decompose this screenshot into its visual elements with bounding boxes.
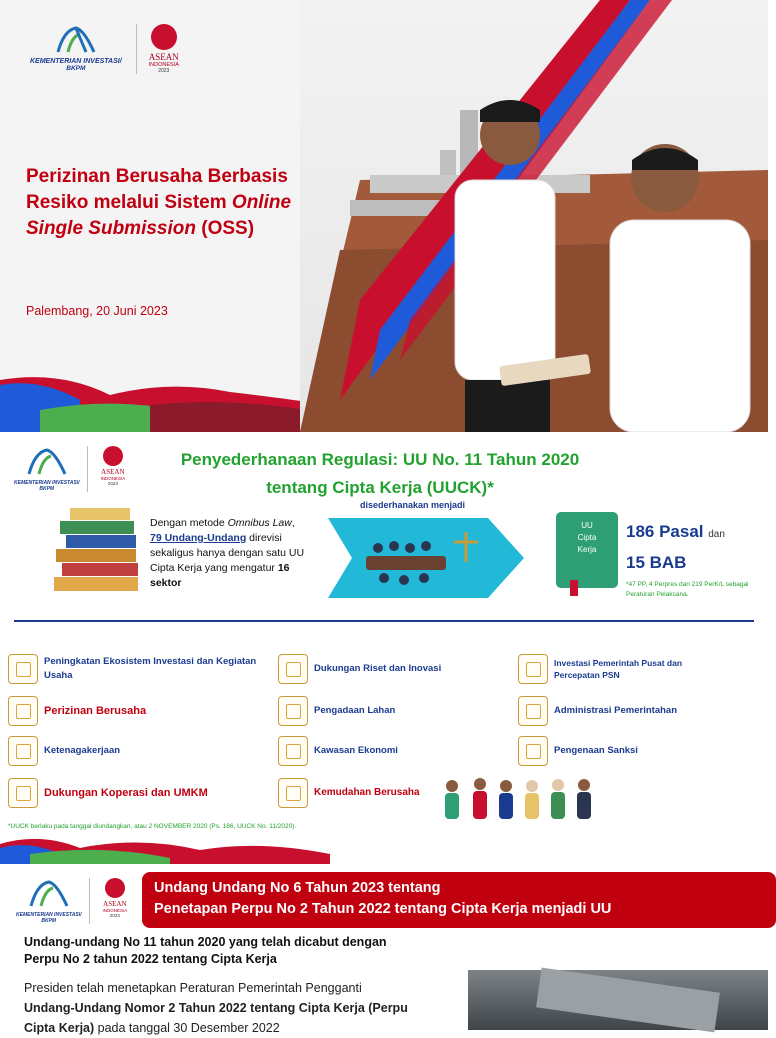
kementerian-text: KEMENTERIAN INVESTASI/: [14, 480, 80, 486]
sector-item: [278, 736, 498, 766]
administration-icon: [518, 696, 548, 726]
sector-label: Kawasan Ekonomi: [314, 745, 398, 756]
header-logos: [16, 878, 127, 924]
slide-heading: [140, 446, 620, 502]
desc-text-1: Dengan metode: [150, 517, 228, 529]
asean-text: ASEAN: [103, 900, 127, 908]
omnibus-description: [150, 516, 320, 591]
sector-item: [278, 696, 498, 726]
book-label-1: UU: [581, 521, 593, 530]
desc-comma: ,: [291, 517, 295, 529]
bab-value: 15 BAB: [626, 553, 687, 572]
asean-logo: [87, 446, 125, 492]
simplify-arrow: [328, 512, 526, 604]
body-text: [24, 978, 464, 1038]
desc-text-5: direvisi sekaligus hanya dengan satu UU Cipta Kerja yang mengatur: [150, 532, 305, 574]
uuck-footnote: *UUCK berlaku pada tanggal diundangkan, atau 2 NOVEMBER 2020 (Ps. 186, UUCK No. 11/2020).: [8, 823, 297, 830]
pasal-count: [626, 518, 725, 577]
kementerian-text: KEMENTERIAN INVESTASI/: [30, 58, 122, 65]
sector-label: Administrasi Pemerintahan: [554, 705, 678, 716]
bkpm-text: BKPM: [41, 918, 57, 924]
sanction-gavel-icon: [518, 736, 548, 766]
slide-title: [0, 0, 768, 432]
banner-line-2: Penetapan Perpu No 2 Tahun 2022 tentang Cipta Kerja menjadi UU: [154, 901, 612, 917]
implementing-regulations-note: *47 PP, 4 Perpres dan 219 PerK/L sebagai Peraturan Pelaksana.: [626, 581, 749, 598]
title-line-1: Perizinan Berusaha Berbasis: [26, 166, 288, 187]
sector-label: Investasi Pemerintah Pusat dan Percepatan PSN: [554, 658, 683, 680]
simplify-label: disederhanakan menjadi: [360, 500, 466, 510]
divider: [14, 620, 754, 622]
sector-label: Ketenagakerjaan: [44, 745, 121, 756]
sector-item: [518, 654, 728, 684]
research-flask-icon: [278, 654, 308, 684]
asean-emblem-icon: [151, 24, 177, 50]
investment-ecosystem-icon: [8, 654, 38, 684]
sector-item: [518, 736, 728, 766]
business-license-icon: [8, 696, 38, 726]
slide-uu-6-2023: [0, 864, 768, 1035]
bkpm-emblem-icon: [27, 878, 71, 908]
photo-president-and-minister: [300, 0, 768, 432]
slide-uuck: [0, 432, 768, 864]
heading-line-2: tentang Cipta Kerja (UUCK)*: [266, 478, 494, 497]
bookmark-ribbon-icon: [570, 580, 578, 596]
asean-year-text: 2023: [158, 68, 170, 74]
sector-label: Perizinan Berusaha: [44, 705, 147, 717]
sector-label: Pengadaan Lahan: [314, 705, 396, 716]
building-sign-shape: [536, 968, 720, 1033]
slide-title-text: [26, 164, 316, 242]
lead-text: Undang-undang No 11 tahun 2020 yang telah dicabut dengan Perpu No 2 tahun 2022 tentang Cipta Kerja: [24, 935, 387, 966]
body-line-3: Cipta Kerja): [24, 1021, 95, 1035]
desc-16: 16: [277, 562, 290, 574]
asean-logo: [89, 878, 127, 924]
body-line-2: Undang-Undang Nomor 2 Tahun 2022 tentang Cipta Kerja (Perpu: [24, 1001, 408, 1015]
worker-icon: [8, 736, 38, 766]
title-single-submission: Single Submission: [26, 218, 196, 239]
title-line-2a: Resiko melalui Sistem: [26, 192, 232, 213]
title-online: Online: [231, 192, 292, 213]
factory-icon: [278, 736, 308, 766]
asean-emblem-icon: [103, 446, 123, 466]
asean-emblem-icon: [105, 878, 125, 898]
sector-item: [8, 654, 258, 684]
dan-text: dan: [708, 529, 725, 540]
sector-item: [518, 696, 728, 726]
kementerian-text: KEMENTERIAN INVESTASI/: [16, 912, 82, 918]
kementerian-logo: [30, 24, 122, 72]
sector-item: [8, 778, 258, 808]
people-illustration: [440, 776, 600, 824]
uu-cipta-kerja-book: [556, 512, 618, 588]
bkpm-emblem-icon: [25, 446, 69, 476]
book-stack-icon: [50, 506, 146, 598]
sector-item: [8, 696, 258, 726]
title-banner: [142, 872, 776, 928]
heading-line-1: Penyederhanaan Regulasi: UU No. 11 Tahun 2020: [180, 450, 580, 469]
body-line-4: pada tanggal 30 Desember 2022: [94, 1021, 280, 1035]
kementerian-logo: [16, 878, 81, 924]
court-building-photo: [468, 970, 768, 1030]
bkpm-text: BKPM: [66, 65, 86, 72]
asean-logo: [136, 24, 179, 74]
sector-item: [278, 654, 498, 684]
land-map-icon: [278, 696, 308, 726]
kementerian-logo: [14, 446, 79, 492]
sector-label: Dukungan Riset dan Inovasi: [314, 663, 442, 674]
bkpm-emblem-icon: [54, 24, 98, 54]
sector-label: Peningkatan Ekosistem Investasi dan Kegiatan Usaha: [44, 656, 257, 681]
title-oss: (OSS): [195, 218, 255, 239]
sector-label: Pengenaan Sanksi: [554, 745, 638, 756]
asean-indonesia-text: INDONESIA: [148, 62, 179, 68]
sector-label: Dukungan Koperasi dan UMKM: [44, 787, 208, 799]
body-line-1: Presiden telah menetapkan Peraturan Pemerintah Pengganti: [24, 981, 362, 995]
banner-line-1: Undang Undang No 6 Tahun 2023 tentang: [154, 880, 441, 896]
desc-79-uu: 79 Undang-Undang: [150, 532, 247, 544]
asean-indonesia-text: INDONESIA: [100, 476, 126, 481]
pasal-value: 186 Pasal: [626, 522, 704, 541]
asean-year-text: 2023: [107, 481, 118, 486]
header-logos: [30, 24, 179, 74]
sector-item: [278, 778, 458, 808]
slide-date: Palembang, 20 Juni 2023: [26, 304, 168, 318]
asean-year-text: 2023: [109, 913, 120, 918]
sector-item: [8, 736, 258, 766]
desc-sektor: sektor: [150, 577, 182, 589]
desc-omnibus: Omnibus Law: [227, 517, 292, 529]
asean-text: ASEAN: [101, 468, 125, 476]
asean-text: ASEAN: [148, 52, 179, 62]
bkpm-text: BKPM: [39, 486, 55, 492]
document-icon: [278, 778, 308, 808]
header-logos: [14, 446, 125, 492]
asean-indonesia-text: INDONESIA: [102, 908, 128, 913]
book-label-3: Kerja: [577, 545, 597, 554]
sector-label: Kemudahan Berusaha: [314, 787, 420, 798]
slide-bottom-waves: [0, 824, 768, 864]
government-building-icon: [518, 654, 548, 684]
shop-icon: [8, 778, 38, 808]
book-label-2: Cipta: [577, 533, 597, 542]
